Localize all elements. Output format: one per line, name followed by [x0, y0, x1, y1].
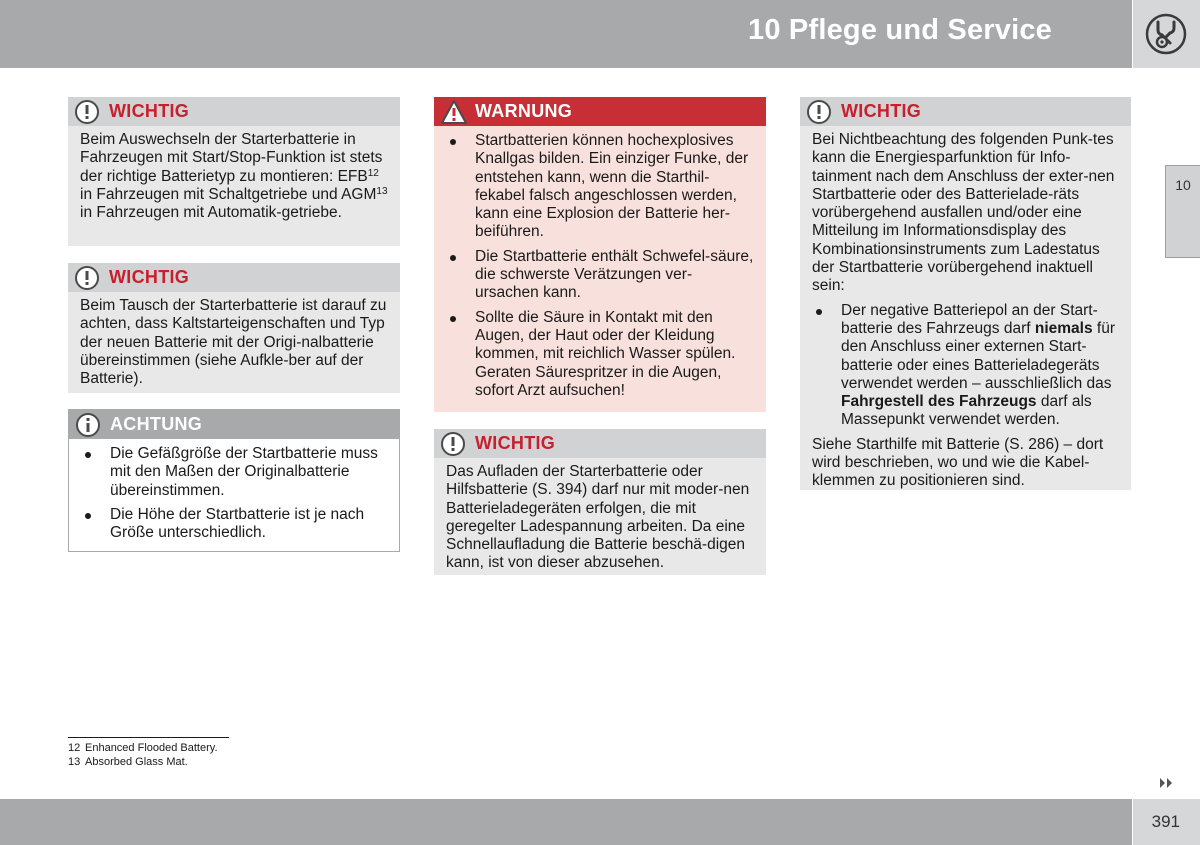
important-box-header [68, 97, 400, 126]
wrench-service-icon [1145, 13, 1187, 55]
text-segment: Beim Auswechseln der Starterbatterie in Fahrzeugen mit Start/Stop-Funktion ist stets der richtige Batterietyp zu montieren: EFB [80, 131, 383, 185]
page-header [0, 0, 1132, 68]
outro-paragraph: Siehe Starthilfe mit Batterie (S. 286) – dort wird beschrieben, wo und wie die Kabel-klemmen zu positionieren sind. [812, 435, 1104, 490]
note-box-battery-size [68, 409, 400, 552]
bold-text: Fahrgestell des Fahrzeugs [841, 393, 1037, 411]
list-item [812, 302, 1119, 430]
chapter-icon-box [1133, 0, 1200, 68]
info-icon [75, 412, 101, 438]
list-item: Die Gefäßgröße der Startbatterie muss mit den Maßen der Originalbatterie übereinstimmen. [81, 445, 387, 500]
text-segment: darf als Massepunkt verwendet werden. [841, 393, 1092, 429]
important-box-battery-type [68, 97, 400, 246]
double-arrow-right-icon[interactable] [1159, 777, 1173, 789]
warning-label: WARNUNG [475, 101, 573, 121]
list-item: Die Höhe der Startbatterie ist je nach Größe unterschiedlich. [81, 506, 387, 543]
list-item: Die Startbatterie enthält Schwefel-säure, die schwerste Verätzungen ver-ursachen kann. [446, 248, 754, 303]
intro-paragraph: Bei Nichtbeachtung des folgenden Punk-tes kann die Energiesparfunktion für Info-tainment nach dem Anschluss der exter-nen Startbatterie oder des Batterielade-räts vorübergehend ausfallen und/oder eine Mitteilung im Informationsdisplay des Kombinationsinstruments zum Ladestatus der Startbatterie vorübergehend inaktuell sein: [812, 131, 1115, 295]
chapter-side-tab[interactable] [1165, 165, 1200, 258]
page-footer [0, 799, 1132, 845]
warning-list [446, 132, 754, 400]
exclamation-icon [440, 431, 466, 457]
exclamation-icon [74, 99, 100, 125]
text-segment: in Fahrzeugen mit Schaltgetriebe und AGM [80, 185, 377, 203]
warning-text [434, 126, 766, 414]
footnote-number: 13 [68, 756, 81, 768]
important-label: WICHTIG [475, 433, 556, 453]
text-segment: in Fahrzeugen mit Automatik-getriebe. [80, 204, 342, 222]
footnote-divider [68, 737, 229, 738]
footnote-ref[interactable]: 13 [376, 185, 388, 197]
important-box-header [68, 263, 400, 292]
important-text: Beim Tausch der Starterbatterie ist darauf zu achten, dass Kaltstarteigenschaften und Typ der neuen Batterie mit der Origi-nalbatterie übereinstimmen (siehe Aufkle-ber auf der Batterie). [80, 297, 387, 388]
footnotes [68, 741, 218, 769]
warning-box-explosive-gas [434, 97, 766, 412]
footnote-ref[interactable]: 12 [367, 167, 379, 179]
text-segment: Der negative Batteriepol an der Start-batterie des Fahrzeugs darf [841, 301, 1098, 337]
exclamation-icon [74, 265, 100, 291]
warning-triangle-icon [440, 99, 468, 125]
important-box-header [800, 97, 1131, 126]
important-box-energy-saving [800, 97, 1131, 490]
important-text: Das Aufladen der Starterbatterie oder Hilfsbatterie (S. 394) darf nur mit moder-nen Batterieladegeräten erfolgen, die mit geregelter Ladespannung arbeiten. Da eine Schnellaufladung die Batterie beschä-digen kann, ist von dieser abzusehen. [446, 463, 750, 572]
chapter-title: 10 Pflege und Service [748, 14, 1052, 46]
chapter-tab-label: 10 [1175, 177, 1191, 193]
exclamation-icon [806, 99, 832, 125]
footnote-number: 12 [68, 742, 81, 754]
text-segment: für den Anschluss einer externen Start-batterie oder eines Batterieladegeräts verwendet werden – ausschließlich das [841, 319, 1115, 392]
list-item: Startbatterien können hochexplosives Knallgas bilden. Ein einziger Funke, der entstehen kann, wenn die Starthil-fekabel falsch angeschlossen werden, kann eine Explosion der Batterie her-beiführen. [446, 132, 754, 242]
important-box-battery-replacement [68, 263, 400, 393]
important-list [812, 302, 1119, 430]
bold-text: niemals [1034, 319, 1093, 337]
note-text [69, 439, 399, 556]
important-text [68, 126, 400, 230]
important-label: WICHTIG [109, 267, 190, 287]
warning-box-header [434, 97, 766, 126]
footnote [68, 741, 218, 755]
footnote [68, 755, 218, 769]
page-number: 391 [1151, 812, 1180, 831]
list-item: Sollte die Säure in Kontakt mit den Augen, der Haut oder der Kleidung kommen, mit reichlich Wasser spülen. Geraten Säurespritzer in die Augen, sofort Arzt aufsuchen! [446, 309, 754, 400]
important-label: WICHTIG [841, 101, 922, 121]
note-box-header [69, 410, 399, 439]
note-list [81, 445, 387, 542]
important-text [800, 126, 1131, 505]
important-box-charging [434, 429, 766, 575]
note-label: ACHTUNG [110, 414, 203, 434]
important-label: WICHTIG [109, 101, 190, 121]
footnote-text: Enhanced Flooded Battery. [85, 742, 218, 754]
footnote-text: Absorbed Glass Mat. [85, 756, 188, 768]
important-box-header [434, 429, 766, 458]
